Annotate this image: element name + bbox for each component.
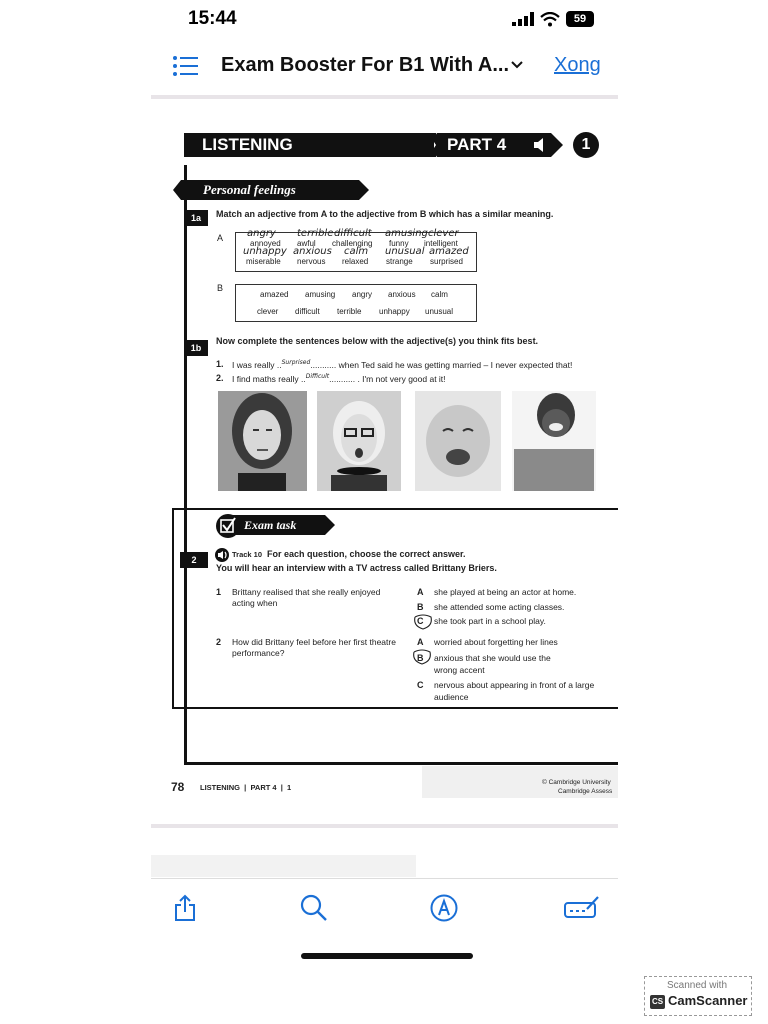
page-number: 78 xyxy=(171,780,185,794)
next-page-strip xyxy=(151,855,416,877)
page-border-bottom xyxy=(184,762,618,765)
q1-text-2: acting when xyxy=(232,598,278,608)
sentence-1: I was really ..$^{Surprised}$........... when Ted said he was getting married – I never expected that! xyxy=(232,359,573,370)
camscanner-watermark xyxy=(644,976,752,1016)
hw-1: angry xyxy=(247,228,276,239)
sentence-1-number: 1. xyxy=(216,359,224,369)
exam-instruction: For each question, choose the correct answer. xyxy=(267,549,466,559)
share-icon[interactable] xyxy=(170,893,200,923)
q1-number: 1 xyxy=(216,587,222,597)
hw-9: unusual xyxy=(385,246,425,257)
word-b7: difficult xyxy=(295,307,320,316)
q1-option-c-letter[interactable]: C xyxy=(417,616,424,626)
word-b4: anxious xyxy=(388,290,416,299)
list-icon[interactable] xyxy=(172,55,198,77)
word-b3: angry xyxy=(352,290,373,299)
battery-icon: 59 xyxy=(566,11,594,27)
word-a9: strange xyxy=(386,257,413,266)
q1-option-c[interactable]: she took part in a school play. xyxy=(434,616,546,626)
exercise-badge-1a: 1a xyxy=(184,210,208,226)
running-head: LISTENING | PART 4 | 1 xyxy=(200,783,292,792)
hw-7: anxious xyxy=(293,246,332,257)
hw-3: difficult xyxy=(334,228,372,239)
status-time: 15:44 xyxy=(188,8,237,29)
word-b10: unusual xyxy=(425,307,454,316)
sentence-2: I find maths really ..$^{Difficult}$........... . I'm not very good at it! xyxy=(232,373,446,384)
q1-option-a-letter[interactable]: A xyxy=(417,587,424,597)
exam-task-top-border xyxy=(172,508,618,510)
wifi-icon xyxy=(540,12,560,27)
word-b5: calm xyxy=(431,290,448,299)
toolbar-divider xyxy=(151,878,618,879)
q2-option-b-2[interactable]: wrong accent xyxy=(434,665,485,675)
answer-1: Surprised xyxy=(281,359,311,366)
home-indicator[interactable] xyxy=(301,953,473,959)
photo-angry-woman xyxy=(218,391,307,491)
q2-option-c-2[interactable]: audience xyxy=(434,692,469,702)
word-a7: nervous xyxy=(297,257,326,266)
checkbox-icon xyxy=(215,513,241,539)
signature-icon[interactable] xyxy=(563,893,601,923)
copyright-2: Cambridge Assess xyxy=(558,788,613,795)
photo-shocked-woman xyxy=(317,391,401,491)
exam-task-left-border xyxy=(172,508,174,708)
q1-option-a[interactable]: she played at being an actor at home. xyxy=(434,587,577,597)
photo-crying-baby xyxy=(415,391,501,491)
page-border xyxy=(184,165,187,765)
word-a5: intelligent xyxy=(424,239,458,248)
q1-text: Brittany realised that she really enjoyed xyxy=(232,587,381,597)
track-label: Track 10 xyxy=(232,550,263,559)
word-b2: amusing xyxy=(305,290,336,299)
exam-intro: You will hear an interview with a TV actress called Brittany Briers. xyxy=(216,563,497,573)
chevron-down-icon[interactable] xyxy=(510,58,524,72)
word-a3: challenging xyxy=(332,239,373,248)
signal-icon xyxy=(512,12,534,26)
divider-2 xyxy=(151,824,618,828)
section-title: Personal feelings xyxy=(203,182,296,197)
q2-option-c[interactable]: nervous about appearing in front of a large xyxy=(434,680,595,690)
q2-option-a-letter[interactable]: A xyxy=(417,637,424,647)
word-b1: amazed xyxy=(260,290,289,299)
hw-2: terrible xyxy=(297,228,334,239)
q1-option-b-letter[interactable]: B xyxy=(417,602,424,612)
word-b8: terrible xyxy=(337,307,362,316)
part-banner: PART 4 xyxy=(437,133,543,157)
instruction-1a: Match an adjective from A to the adjective from B which has a similar meaning. xyxy=(216,209,554,219)
exam-task-bottom-border xyxy=(172,707,618,709)
audio-track-icon xyxy=(215,548,231,562)
word-a1: annoyed xyxy=(250,239,281,248)
word-b6: clever xyxy=(257,307,279,316)
hw-8: calm xyxy=(344,246,369,257)
q1-option-b[interactable]: she attended some acting classes. xyxy=(434,602,565,612)
word-a4: funny xyxy=(389,239,409,248)
part-number-circle: 1 xyxy=(573,132,599,158)
word-a10: surprised xyxy=(430,257,463,266)
q2-option-b-letter[interactable]: B xyxy=(417,653,424,663)
hw-6: unhappy xyxy=(243,246,287,257)
photo-laughing-man xyxy=(512,391,596,491)
word-b9: unhappy xyxy=(379,307,410,316)
q2-option-b[interactable]: anxious that she would use the xyxy=(434,653,551,663)
done-button[interactable]: Xong xyxy=(554,54,601,76)
exercise-badge-1b: 1b xyxy=(184,340,208,356)
copyright-1: © Cambridge University xyxy=(542,779,611,786)
q2-text-2: performance? xyxy=(232,648,285,658)
markup-icon[interactable] xyxy=(429,893,459,923)
label-b: B xyxy=(217,283,224,293)
listening-banner: LISTENING xyxy=(184,133,434,157)
exercise-badge-2: 2 xyxy=(180,552,208,568)
word-a6: miserable xyxy=(246,257,281,266)
sentence-2-number: 2. xyxy=(216,373,224,383)
search-icon[interactable] xyxy=(299,893,329,923)
banner-arrow-2 xyxy=(543,133,563,157)
watermark-line1: Scanned with xyxy=(666,980,728,991)
watermark-line2: CamScanner xyxy=(668,993,748,1008)
hw-4: amusing xyxy=(385,228,428,239)
hw-10: amazed xyxy=(429,246,469,257)
word-a2: awful xyxy=(297,239,316,248)
document-page[interactable] xyxy=(151,108,618,826)
camscanner-logo: CS xyxy=(650,995,665,1009)
document-title[interactable]: Exam Booster For B1 With A... xyxy=(221,54,510,76)
divider xyxy=(151,95,618,99)
word-a8: relaxed xyxy=(342,257,369,266)
q2-option-a[interactable]: worried about forgetting her lines xyxy=(434,637,558,647)
q2-option-c-letter[interactable]: C xyxy=(417,680,424,690)
label-a: A xyxy=(217,233,224,243)
hw-5: clever xyxy=(428,228,459,239)
q2-number: 2 xyxy=(216,637,222,647)
instruction-1b: Now complete the sentences below with the adjective(s) you think fits best. xyxy=(216,336,539,346)
status-icons xyxy=(512,10,594,28)
q2-text: How did Brittany feel before her first theatre xyxy=(232,637,396,647)
answer-2: Difficult xyxy=(305,373,330,380)
exam-task-title: Exam task xyxy=(244,518,297,532)
